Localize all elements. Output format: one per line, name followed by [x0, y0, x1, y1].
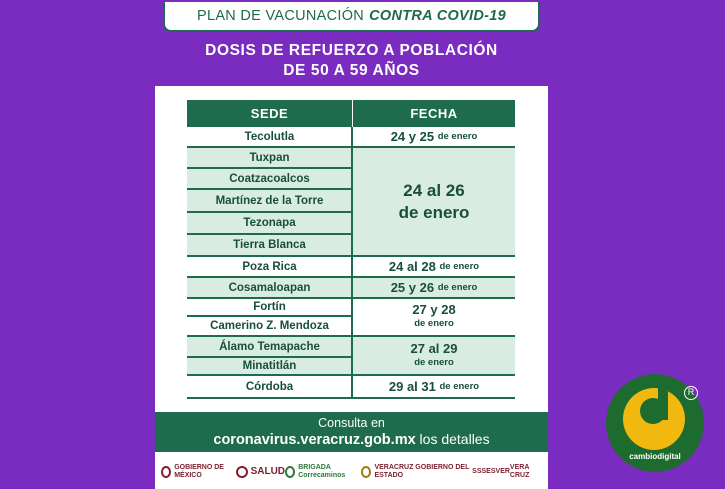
poster-heading — [155, 38, 548, 86]
column-divider — [351, 127, 353, 399]
heading-line-2: DE 50 A 59 AÑOS — [283, 62, 420, 79]
table-row-fecha — [353, 299, 515, 337]
table-row-sede: Cosamaloapan — [187, 278, 352, 299]
table-row-sede: Camerino Z. Mendoza — [187, 317, 352, 337]
logo-strip — [155, 458, 548, 486]
consulta-line — [155, 430, 548, 449]
fecha-line2: de enero — [414, 318, 454, 329]
table-row-sede: Fortín — [187, 299, 352, 317]
plan-prefix: PLAN DE VACUNACIÓN — [197, 8, 365, 24]
schedule-table — [187, 100, 515, 399]
fecha-main: 27 al 29 — [410, 340, 458, 356]
table-row-sede: Tuxpan — [187, 148, 352, 169]
logo-d-stem — [658, 384, 668, 420]
table-row-sede: Minatitlán — [187, 358, 352, 376]
fecha-main: 25 y 26 — [390, 279, 435, 295]
table-row-sede: Álamo Temapache — [187, 337, 352, 358]
table-row-sede: Coatzacoalcos — [187, 169, 352, 190]
table-row-fecha — [353, 376, 515, 399]
veracruz-gobierno-logo: VERACRUZ GOBIERNO DEL ESTADO — [361, 464, 472, 480]
fecha-main: 24 y 25 — [390, 128, 435, 144]
plan-emphasis: CONTRA COVID-19 — [369, 8, 506, 24]
table-row-fecha — [353, 127, 515, 148]
registered-icon: R — [684, 386, 698, 400]
salud-icon — [236, 466, 248, 478]
fecha-small: de enero — [437, 130, 478, 142]
table-row-sede: Tecolutla — [187, 127, 352, 148]
veracruz-logo: VERA CRUZ — [509, 464, 530, 479]
table-row-fecha — [353, 337, 515, 376]
table-row-sede: Martínez de la Torre — [187, 190, 352, 213]
vaccination-poster — [155, 0, 548, 489]
fecha-small: de enero — [439, 260, 480, 272]
table-row-sede: Poza Rica — [187, 257, 352, 278]
consulta-suffix: los detalles — [419, 431, 490, 447]
table-row-fecha — [353, 257, 515, 278]
brigada-logo: BRIGADA Correcaminos — [285, 464, 361, 480]
fecha-line2: de enero — [398, 202, 470, 222]
table-row-sede: Tierra Blanca — [187, 235, 352, 257]
fecha-small: de enero — [439, 380, 480, 392]
fecha-main: 24 al 26 — [403, 180, 465, 200]
gobierno-mexico-logo: GOBIERNO DE MÉXICO — [161, 464, 236, 480]
consulta-url[interactable]: coronavirus.veracruz.gob.mx — [213, 432, 416, 448]
plan-title — [163, 2, 540, 32]
ss-logo: SS — [472, 468, 482, 475]
cambiodigital-logo — [606, 374, 704, 472]
fecha-small: de enero — [437, 281, 478, 293]
consulta-label: Consulta en — [318, 416, 385, 430]
fecha-line2: de enero — [414, 356, 454, 368]
column-header-fecha: FECHA — [353, 100, 515, 127]
table-row-sede: Tezonapa — [187, 213, 352, 235]
table-row-fecha — [353, 278, 515, 299]
column-header-sede: SEDE — [187, 100, 352, 127]
fecha-main: 24 al 28 — [388, 258, 436, 274]
shield-icon — [361, 466, 371, 478]
sesver-logo: SESVER — [481, 468, 510, 475]
brand-name: cambiodigital — [629, 452, 681, 461]
consulta-banner — [155, 412, 548, 452]
brigada-icon — [285, 466, 295, 478]
salud-logo: SALUD — [236, 466, 285, 478]
fecha-main: 27 y 28 — [412, 302, 456, 317]
table-row-sede: Córdoba — [187, 376, 352, 399]
heading-line-1: DOSIS DE REFUERZO A POBLACIÓN — [205, 42, 498, 59]
eagle-icon — [161, 466, 171, 478]
fecha-main: 29 al 31 — [388, 378, 436, 394]
plan-banner — [155, 0, 548, 38]
table-row-fecha — [353, 148, 515, 257]
